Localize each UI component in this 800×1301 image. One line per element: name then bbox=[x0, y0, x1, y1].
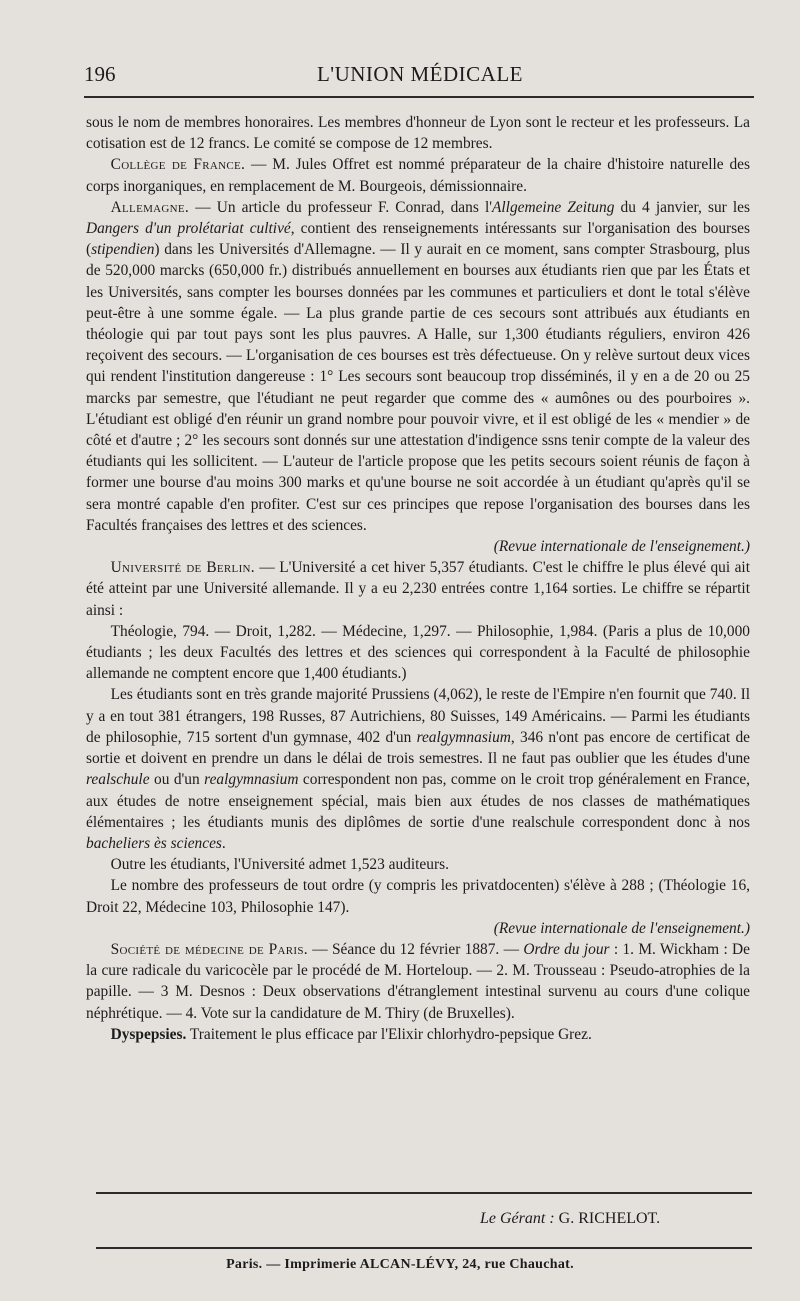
section-heading: Collège de France. bbox=[110, 156, 246, 174]
paragraph-text: , 346 n'ont pas encore de certificat de sortie et doivent en prendre un dans le délai de trois semestres. Il ne faut pas oublier que les études d'une bbox=[86, 728, 750, 768]
printer-rule bbox=[96, 1247, 752, 1249]
paragraph-text: — Un article du professeur F. Conrad, dans l' bbox=[189, 198, 492, 216]
footer-rule bbox=[96, 1192, 752, 1194]
paragraph-universite-berlin bbox=[86, 557, 750, 621]
paragraph-auditeurs: Outre les étudiants, l'Université admet 1,523 auditeurs. bbox=[110, 856, 449, 874]
paragraph-text: — Séance du 12 février 1887. — bbox=[307, 940, 524, 958]
section-heading: Allemagne. bbox=[110, 198, 190, 216]
paragraph-text: ) dans les Universités d'Allemagne. — Il y aurait en ce moment, sans compter Strasbourg, plus de 520,000 marcks (650,000 fr.) distribués annuellement en bourses aux étudiants rien que par les États et les Universités, sans compter les bourses données par les communes et particuliers et dont le total s'élève peut-être à une somme égale. — La plus grande partie de ces secours sont attribués aux étudiants en théologie qui par tout pays sont les plus pauvres. A Halle, sur 1,300 étudiants réguliers, environ 426 reçoivent des secours. — L'organisation de ces bourses est très défectueuse. On y relève surtout deux vices qui rendent l'institution dangereuse : 1° Les secours sont beaucoup trop disséminés, il y en a de 20 ou 25 marcks par semestre, que l'étudiant ne peut regarder que comme des « aumônes ou des pourboires ». L'étudiant est obligé d'en réunir un grand nombre pour pouvoir vivre, et il est obligé de les « mendier » de côté et d'autre ; 2° les secours sont donnés sur une attestation d'indigence ssns tenir compte de la valeur des étudiants qui les sollicitent. — L'auteur de l'article propose que les petits secours soient réunis de façon à former une bourse d'au moins 300 marks et qu'une bourse ne soit accordée à un étudiant qu'après qu'il se sera montré capable d'en profiter. C'est sur ces principes que repose l'organisation des bourses dans les Facultés françaises des lettres et des sciences. bbox=[86, 241, 750, 534]
section-heading: Société de médecine de Paris. bbox=[110, 940, 308, 958]
paragraph-text: : 1. M. Wickham : De la cure radicale du varicocèle par le procédé de M. Horteloup. — 2. M. Trousseau : Pseudo-atrophies de la papille. — 3 M. Desnos : Deux observations d'étranglement intestinal survenu au cours d'une colique néphrétique. — 4. Vote sur la candidature de M. Thiry (de Bruxelles). bbox=[86, 940, 750, 1022]
gerant-signature bbox=[480, 1210, 660, 1228]
italic-text: stipendien bbox=[91, 241, 155, 259]
italic-text: realschule bbox=[86, 771, 150, 789]
citation: (Revue internationale de l'enseignement.) bbox=[493, 538, 750, 556]
paragraph-text: correspondent non pas, comme on le croit trop généralement en France, aux études de notre enseignement spécial, mais bien aux études de nos classes de mathématiques élémentaires ; les étudiants munis des diplômes de sortie d'une realschule correspondent donc à nos bbox=[86, 771, 750, 831]
paragraph-text: — L'Université a cet hiver 5,357 étudiants. C'est le chiffre le plus élevé qui ait été atteint par une Université allemande. Il y a eu 2,230 entrées contre 1,164 sorties. Le chiffre se répartit ainsi : bbox=[86, 559, 750, 619]
italic-text: realgymnasium bbox=[416, 728, 511, 746]
italic-text: Dangers d'un prolétariat cultivé bbox=[86, 220, 291, 238]
paragraph-professeurs: Le nombre des professeurs de tout ordre (y compris les privatdocenten) s'élève à 288 ; (Théologie 16, Droit 22, Médecine 103, Philosophie 147). bbox=[86, 877, 750, 916]
paragraph-societe-medecine bbox=[86, 939, 750, 1024]
paragraph-text: , contient des renseignements intéressants sur l'organisation des bourses ( bbox=[86, 220, 750, 259]
gerant-name: G. RICHELOT. bbox=[554, 1210, 661, 1227]
italic-text: Ordre du jour bbox=[523, 940, 610, 958]
journal-title: L'UNION MÉDICALE bbox=[316, 62, 523, 86]
page-header bbox=[84, 62, 756, 92]
paragraph-allemagne bbox=[86, 197, 750, 536]
ad-heading: Dyspepsies. bbox=[110, 1025, 187, 1043]
paragraph-text: ou d'un bbox=[149, 771, 205, 789]
printer-imprint: Paris. — Imprimerie ALCAN-LÉVY, 24, rue Chauchat. bbox=[226, 1257, 574, 1272]
italic-text: realgymnasium bbox=[204, 771, 299, 789]
paragraph-college-de-france bbox=[86, 154, 750, 196]
article-body bbox=[86, 112, 750, 1045]
page-number: 196 bbox=[84, 62, 116, 86]
citation: (Revue internationale de l'enseignement.) bbox=[493, 919, 750, 937]
paragraph-text: . bbox=[221, 834, 226, 852]
paragraph-text: — M. Jules Offret est nommé préparateur de la chaire d'histoire naturelle des corps inorganiques, en remplacement de M. Bourgeois, démissionnaire. bbox=[86, 156, 751, 195]
section-heading: Université de Berlin. bbox=[110, 559, 255, 577]
ad-text: Traitement le plus efficace par l'Elixir chlorhydro-pepsique Grez. bbox=[186, 1025, 592, 1043]
header-rule bbox=[84, 96, 754, 98]
paragraph-text: du 4 janvier, sur les bbox=[614, 198, 750, 216]
paragraph-text: Les étudiants sont en très grande majorité Prussiens (4,062), le reste de l'Empire n'en fournit que 740. Il y a en tout 381 étrangers, 198 Russes, 87 Autrichiens, 80 Suisses, 149 Américains. — Parmi les étudiants de philosophie, 715 sortent d'un gymnase, 402 d'un bbox=[86, 686, 750, 746]
italic-text: Allgemeine Zeitung bbox=[492, 198, 615, 216]
gerant-label: Le Gérant : bbox=[480, 1210, 555, 1227]
paragraph-faculty-counts: Théologie, 794. — Droit, 1,282. — Médecine, 1,297. — Philosophie, 1,984. (Paris a plus de 10,000 étudiants ; les deux Facultés des lettres et des sciences qui correspondent à la Faculté de philosophie allemande ne comptent encore que 1,400 étudiants.) bbox=[86, 622, 750, 683]
italic-text: bacheliers ès sciences bbox=[86, 834, 222, 852]
paragraph-student-origins bbox=[86, 684, 750, 854]
paragraph-continuation: sous le nom de membres honoraires. Les membres d'honneur de Lyon sont le recteur et les professeurs. La cotisation est de 12 francs. Le comité se compose de 12 membres. bbox=[86, 114, 750, 153]
advertisement bbox=[86, 1024, 750, 1045]
